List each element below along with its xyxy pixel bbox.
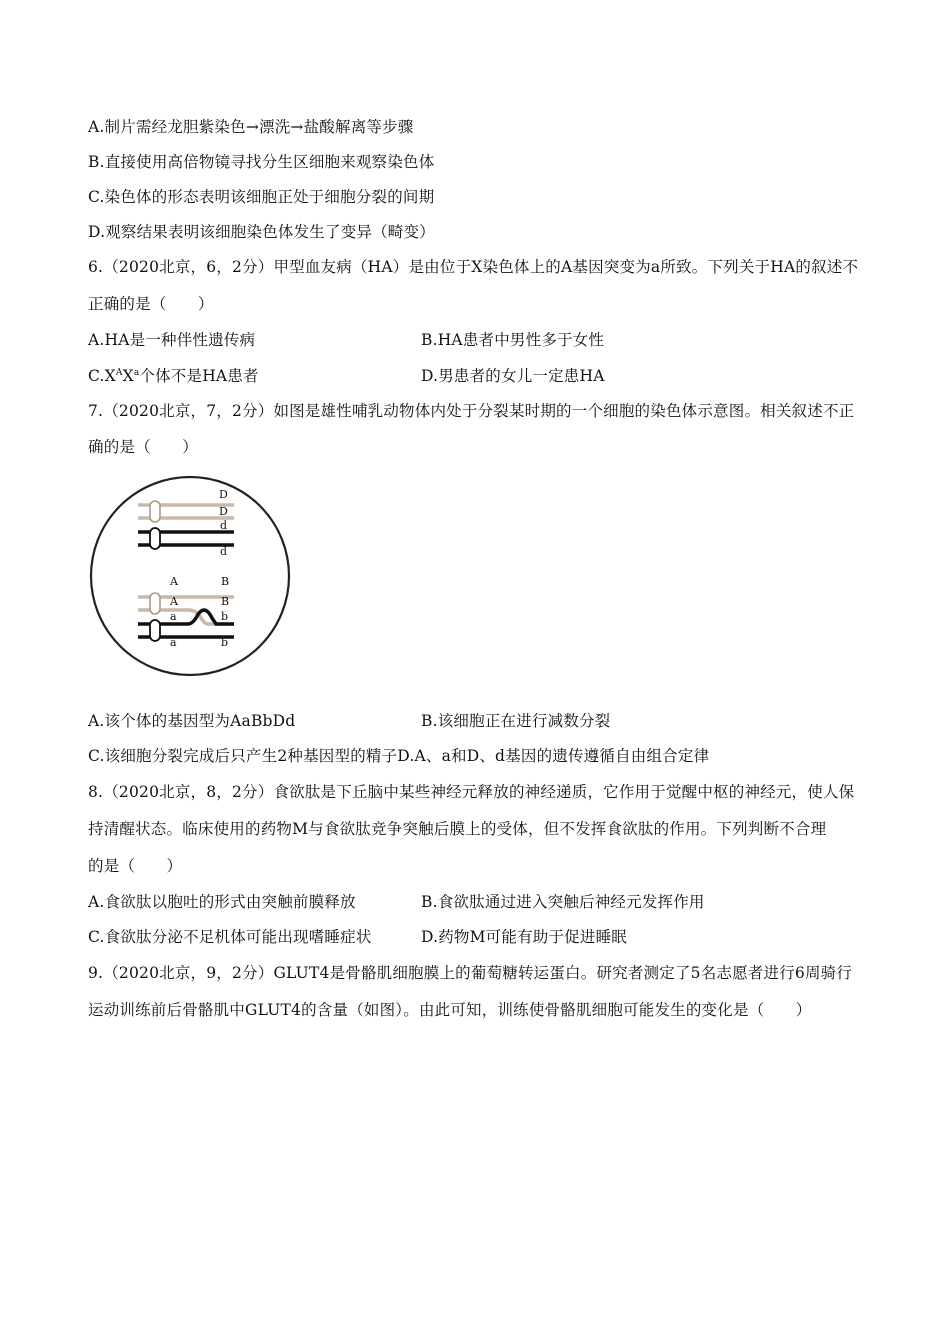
q7-option-b: B.该细胞正在进行减数分裂: [421, 712, 611, 730]
q8-stem-line3: 的是（ ）: [88, 857, 183, 875]
label-d3: d: [220, 519, 228, 532]
q8-option-b: B.食欲肽通过进入突触后神经元发挥作用: [421, 893, 705, 911]
label-d1: D: [219, 488, 228, 501]
q9-stem-line2: 运动训练前后骨骼肌中GLUT4的含量（如图）。由此可知，训练使骨骼肌细胞可能发生的变化是（ ）: [88, 1001, 812, 1019]
centromere-d-dark: [150, 528, 160, 549]
label-a3: a: [170, 610, 177, 623]
q6-option-b: B.HA患者中男性多于女性: [421, 331, 605, 349]
q8-option-d: D.药物M可能有助于促进睡眠: [421, 928, 627, 946]
q9-stem-line1: 9.（2020北京，9，2分）GLUT4是骨骼肌细胞膜上的葡萄糖转运蛋白。研究者测定了5名志愿者进行6周骑行: [88, 964, 853, 982]
label-d2: D: [219, 505, 228, 518]
q6-option-c: $C.X^AX^a$个体不是HA患者: [88, 367, 259, 385]
q5-option-a: A.制片需经龙胆紫染色→漂洗→盐酸解离等步骤: [88, 118, 414, 136]
q8-option-a: A.食欲肽以胞吐的形式由突触前膜释放: [88, 893, 356, 911]
q5-option-c: C.染色体的形态表明该细胞正处于细胞分裂的间期: [88, 188, 435, 206]
q5-option-b: B.直接使用高倍物镜寻找分生区细胞来观察染色体: [88, 153, 435, 171]
q7-stem-line1: 7.（2020北京，7，2分）如图是雄性哺乳动物体内处于分裂某时期的一个细胞的染色体示意图。相关叙述不正: [88, 402, 855, 420]
label-d4: d: [220, 545, 228, 558]
q5-option-d: D.观察结果表明该细胞染色体发生了变异（畸变）: [88, 223, 435, 241]
centromere-d-light: [150, 501, 160, 522]
label-b4: b: [221, 636, 229, 649]
label-a4: a: [170, 636, 177, 649]
q6-option-a: A.HA是一种伴性遗传病: [88, 331, 256, 349]
q6-option-d: D.男患者的女儿一定患HA: [421, 367, 605, 385]
label-a2: A: [170, 595, 178, 608]
q6-stem-line1: 6.（2020北京，6，2分）甲型血友病（HA）是由位于X染色体上的A基因突变为a所致。下列关于HA的叙述不: [88, 258, 859, 276]
q8-stem-line1: 8.（2020北京，8，2分）食欲肽是下丘脑中某些神经元释放的神经递质，它作用于觉醒中枢的神经元，使人保: [88, 783, 855, 801]
label-b1: B: [221, 575, 230, 588]
centromere-ab-dark: [150, 620, 160, 641]
centromere-ab-light: [150, 593, 160, 614]
q6-stem-line2: 正确的是（ ）: [88, 295, 214, 313]
label-b2: B: [221, 595, 230, 608]
q7-stem-line2: 确的是（ ）: [88, 438, 198, 456]
q7-option-cd: C.该细胞分裂完成后只产生2种基因型的精子D.A、a和D、d基因的遗传遵循自由组合定律: [88, 747, 710, 765]
q7-option-a: A.该个体的基因型为AaBbDd: [88, 712, 296, 730]
chromosome-diagram: [88, 474, 292, 678]
label-b3: b: [221, 610, 229, 623]
q8-stem-line2: 持清醒状态。临床使用的药物M与食欲肽竞争突触后膜上的受体，但不发挥食欲肽的作用。下列判断不合理: [88, 820, 827, 838]
chromosome-figure: [88, 474, 292, 678]
label-a1: A: [170, 575, 178, 588]
q8-option-c: C.食欲肽分泌不足机体可能出现嗜睡症状: [88, 928, 372, 946]
